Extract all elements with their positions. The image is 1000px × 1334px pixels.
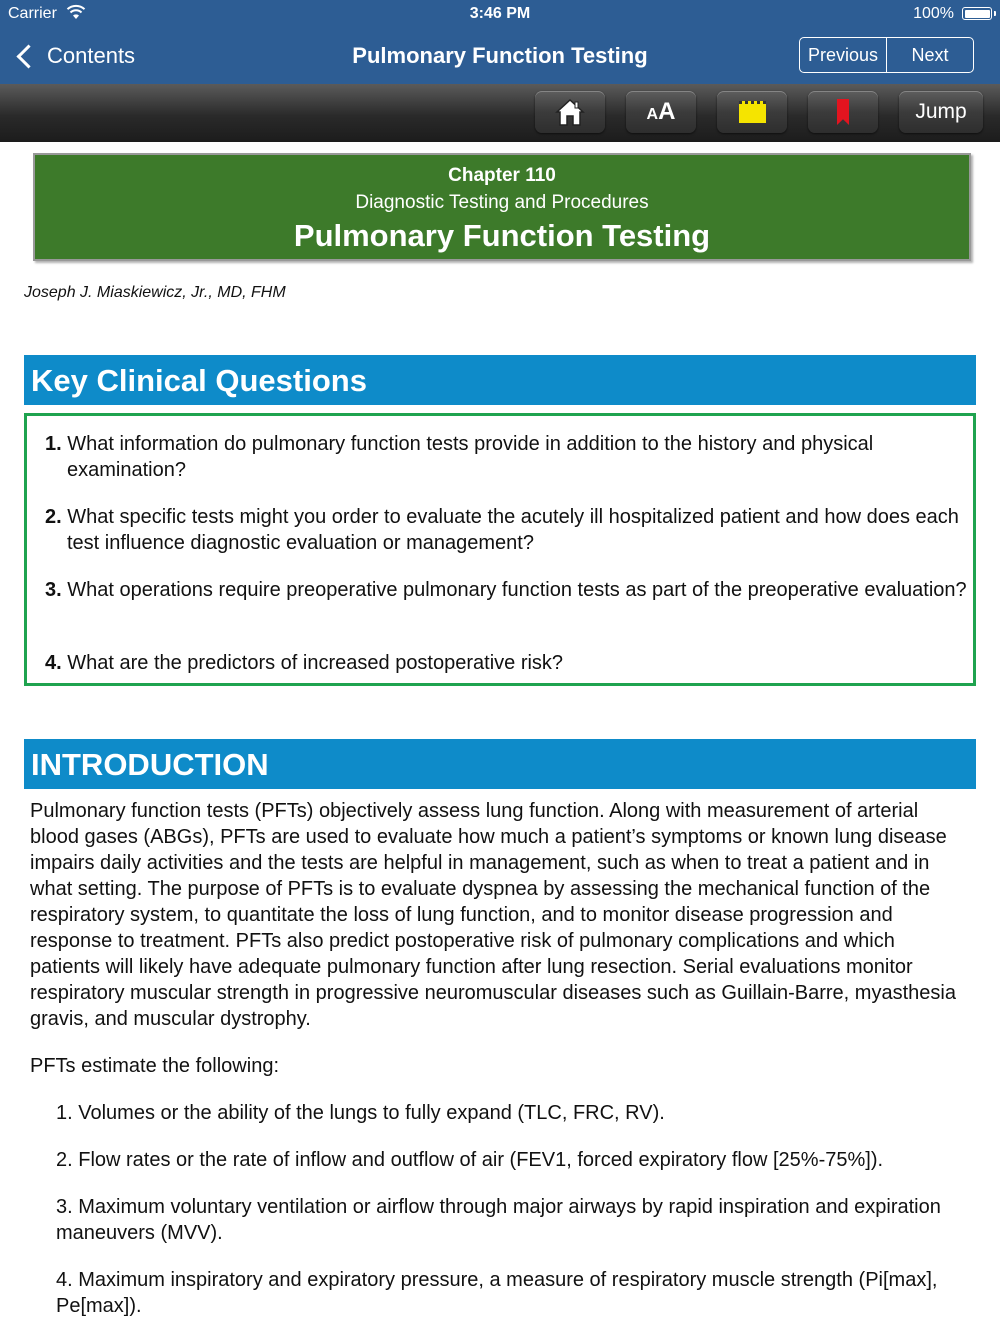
battery-icon <box>962 7 992 20</box>
key-questions-box <box>24 413 976 686</box>
list-item: 4. Maximum inspiratory and expiratory pressure, a measure of respiratory muscle strength (Pi[max], Pe[max]). <box>56 1269 938 1317</box>
clock: 3:46 PM <box>469 5 531 22</box>
chapter-title: Pulmonary Function Testing <box>293 218 711 253</box>
back-button-label: Contents <box>47 43 136 68</box>
home-icon <box>555 97 585 127</box>
question-item: 1. What information do pulmonary function tests provide in addition to the history and physical examination? <box>45 433 874 481</box>
notes-button[interactable] <box>717 91 787 133</box>
font-size-button[interactable] <box>626 91 696 133</box>
status-bar <box>0 0 1000 28</box>
bookmark-icon <box>837 99 849 125</box>
chevron-left-icon <box>16 44 40 68</box>
question-item: 4. What are the predictors of increased postoperative risk? <box>45 652 564 674</box>
note-icon <box>739 101 766 123</box>
chapter-section: Diagnostic Testing and Procedures <box>355 192 649 213</box>
carrier-label: Carrier <box>8 5 57 22</box>
introduction-paragraph: Pulmonary function tests (PFTs) objectively assess lung function. Along with measurement of arterial blood gases (ABGs), PFTs are used to evaluate how much a patient’s symptoms or known lung disease impairs daily activities and the tests are helpful in management, such as when to treat a patient and in what setting. The purpose of PFTs is to evaluate dyspnea by assessing the mechanical function of the respiratory system, to quantitate the loss of lung function, and to monitor disease progression and response to treatment. PFTs also predict postoperative risk of pulmonary complications and which patients will likely have adequate pulmonary function after lung resection. Serial evaluations monitor respiratory muscular strength in progressive neuromuscular diseases such as Guillain-Barre, myasthesia gravis, and muscular dystrophy. <box>30 800 956 1030</box>
introduction-heading: INTRODUCTION <box>24 739 976 789</box>
navigation-bar <box>0 28 1000 84</box>
author-name: Joseph J. Miaskiewicz, Jr., MD, FHM <box>24 284 286 301</box>
bookmark-button[interactable] <box>808 91 878 133</box>
toolbar <box>0 84 1000 142</box>
chapter-banner <box>33 153 971 261</box>
font-size-icon: AA <box>646 98 676 125</box>
jump-button[interactable]: Jump <box>899 91 983 133</box>
key-clinical-questions-heading: Key Clinical Questions <box>24 355 976 405</box>
question-item: 3. What operations require preoperative pulmonary function tests as part of the preoperative evaluation? <box>45 579 967 601</box>
battery-percentage: 100% <box>913 5 954 22</box>
question-item: 2. What specific tests might you order to evaluate the acutely ill hospitalized patient and how does each test influence diagnostic evaluation or management? <box>45 506 959 554</box>
list-item: 1. Volumes or the ability of the lungs to fully expand (TLC, FRC, RV). <box>56 1102 665 1124</box>
home-button[interactable] <box>535 91 605 133</box>
contents-back-button[interactable] <box>14 38 135 74</box>
list-item: 2. Flow rates or the rate of inflow and outflow of air (FEV1, forced expiratory flow [25%-75%]). <box>56 1149 884 1171</box>
list-intro: PFTs estimate the following: <box>30 1055 279 1077</box>
previous-next-control <box>799 37 974 73</box>
page-title: Pulmonary Function Testing <box>352 43 648 68</box>
previous-button[interactable]: Previous <box>807 45 879 65</box>
next-button[interactable]: Next <box>886 38 973 72</box>
chapter-number: Chapter 110 <box>448 165 556 186</box>
list-item: 3. Maximum voluntary ventilation or airflow through major airways by rapid inspiration and expiration maneuvers (MVV). <box>56 1196 941 1244</box>
